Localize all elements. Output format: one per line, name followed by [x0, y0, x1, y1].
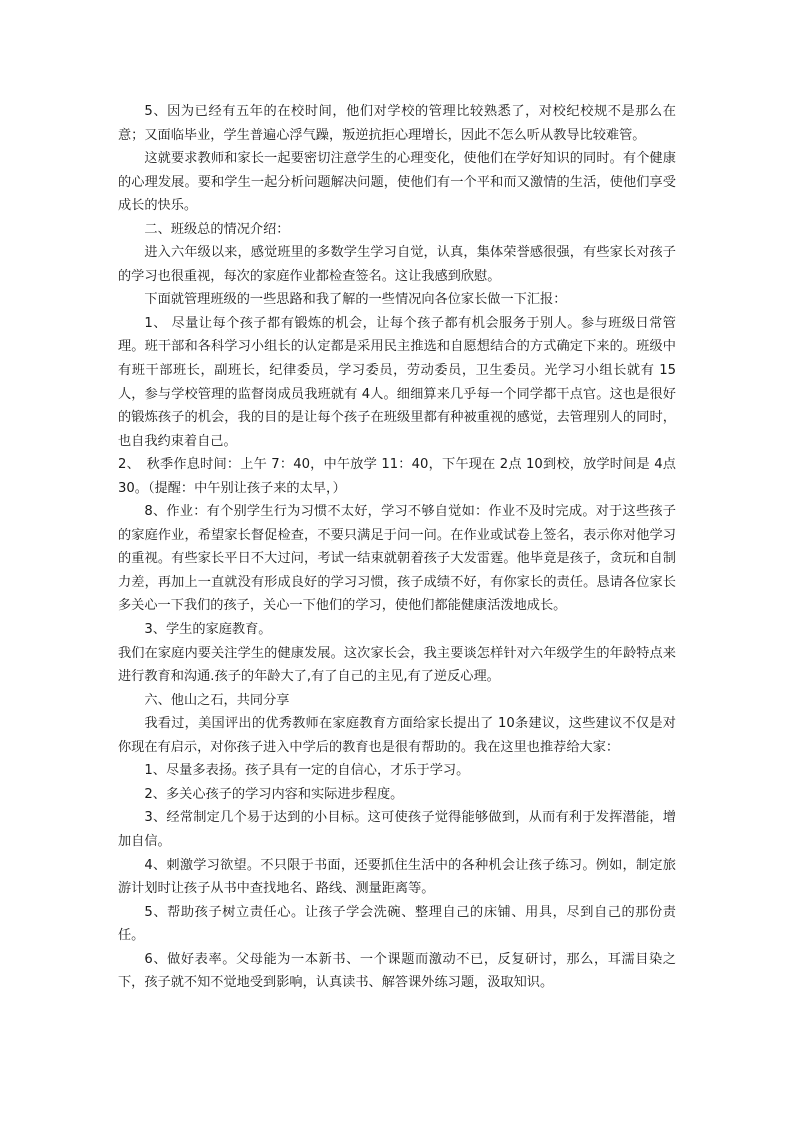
paragraph: 我看过，美国评出的优秀教师在家庭教育方面给家长提出了 10条建议，这些建议不仅是对你现在有启示，对你孩子进入中学后的教育也是很有帮助的。我在这里也推荐给大家：	[118, 716, 676, 755]
paragraph: 5、因为已经有五年的在校时间，他们对学校的管理比较熟悉了，对校纪校规不是那么在意；又面临毕业，学生普遍心浮气躁，叛逆抗拒心理增长，因此不怎么听从教导比较难管。	[118, 104, 676, 143]
paragraph: 这就要求教师和家长一起要密切注意学生的心理变化，使他们在学好知识的同时。有个健康的心理发展。要和学生一起分析问题解决问题，使他们有一个平和而又激情的生活，使他们享受成长的快乐。	[118, 151, 676, 214]
list-item: 5、帮助孩子树立责任心。让孩子学会洗碗、整理自己的床铺、用具，尽到自己的那份责任。	[118, 904, 676, 944]
section-heading: 六、他山之石，共同分享	[144, 692, 290, 708]
section-heading: 二、班级总的情况介绍：	[144, 221, 290, 237]
list-item: 4、刺激学习欲望。不只限于书面，还要抓住生活中的各种机会让孩子练习。例如，制定旅游计划时让孩子从书中查找地名、路线、测量距离等。	[118, 857, 676, 897]
document-body	[118, 100, 676, 995]
paragraph: 2、 秋季作息时间：上午 7：40，中午放学 11：40，下午现在 2点 10到校，放学时间是 4点 30。（提醒：中午别让孩子来的太早，）	[118, 457, 676, 496]
paragraph: 下面就管理班级的一些思路和我了解的一些情况向各位家长做一下汇报：	[144, 292, 567, 308]
paragraph: 我们在家庭内要关注学生的健康发展。这次家长会，我主要谈怎样针对六年级学生的年龄特点来进行教育和沟通.孩子的年龄大了,有了自己的主见,有了逆反心理。	[118, 645, 676, 685]
paragraph: 8、作业：有个别学生行为习惯不太好，学习不够自觉如：作业不及时完成。对于这些孩子的家庭作业，希望家长督促检查，不要只满足于问一问。在作业或试卷上签名，表示你对他学习的重视。有些家长平日不大过问，考试一结束就朝着孩子大发雷霆。他毕竟是孩子，贪玩和自制力差，再加上一直就没有形成良好的学习习惯，孩子成绩不好，有你家长的责任。恳请各位家长多关心一下我们的孩子，关心一下他们的学习，使他们都能健康活泼地成长。	[118, 504, 676, 614]
paragraph: 进入六年级以来，感觉班里的多数学生学习自觉，认真，集体荣誉感很强，有些家长对孩子的学习也很重视，每次的家庭作业都检查签名。这让我感到欣慰。	[118, 245, 676, 284]
list-item: 2、多关心孩子的学习内容和实际进步程度。	[144, 786, 404, 802]
list-item: 3、经常制定几个易于达到的小目标。这可使孩子觉得能够做到，从而有利于发挥潜能，增加自信。	[118, 810, 676, 849]
list-item: 1、尽量多表扬。孩子具有一定的自信心，才乐于学习。	[144, 763, 470, 779]
paragraph: 1、 尽量让每个孩子都有锻炼的机会，让每个孩子都有机会服务于别人。参与班级日常管理。班干部和各科学习小组长的认定都是采用民主推选和自愿想结合的方式确定下来的。班级中有班干部班长，副班长，纪律委员，学习委员，劳动委员，卫生委员。光学习小组长就有 15人，参与学校管理的监督岗成员我班就有 4人。细细算来几乎每一个同学都干点官。这也是很好的锻炼孩子的机会，我的目的是让每个孩子在班级里都有种被重视的感觉，去管理别人的同时，也自我约束着自己。	[118, 315, 676, 449]
paragraph: 3、学生的家庭教育。	[144, 622, 272, 638]
list-item: 6、做好表率。父母能为一本新书、一个课题而激动不已，反复研讨，那么，耳濡目染之下，孩子就不知不觉地受到影响，认真读书、解答课外练习题，汲取知识。	[118, 951, 676, 991]
